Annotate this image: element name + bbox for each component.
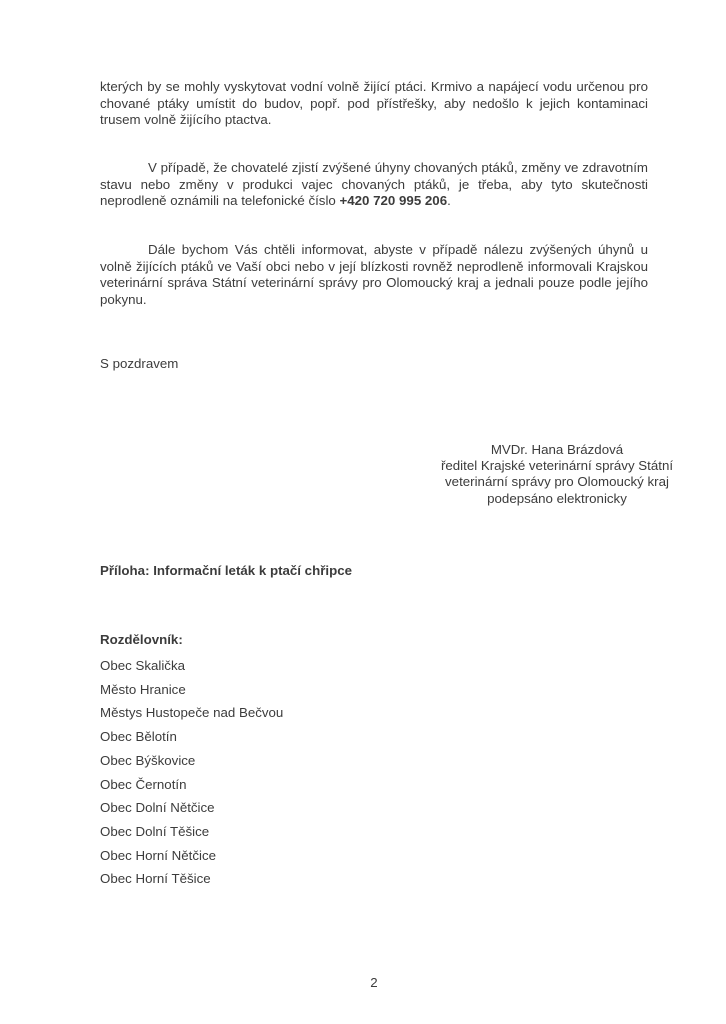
electronic-signature-note: podepsáno elektronicky xyxy=(487,490,627,506)
list-item: Městys Hustopeče nad Bečvou xyxy=(100,705,284,721)
signer-title-line2: veterinární správy pro Olomoucký kraj xyxy=(445,474,669,490)
paragraph-wild-birds-notice: Dále bychom Vás chtěli informovat, abyste v případě nálezu zvýšených úhynů u volně žijících ptáků ve Vaší obci nebo v její blízkosti rovněž neprodleně informovali Krajskou veterinární správa Státní veterinární správy pro Olomoucký kraj a jednali pouze podle jejího pokynu. xyxy=(100,242,648,307)
list-item: Obec Bělotín xyxy=(100,729,177,745)
signer-title-line1: ředitel Krajské veterinární správy Státní xyxy=(440,458,674,474)
paragraph-report-deaths-period: . xyxy=(447,193,451,209)
list-item: Město Hranice xyxy=(100,681,186,697)
list-item: Obec Horní Těšice xyxy=(100,871,211,887)
list-item: Obec Dolní Nětčice xyxy=(100,800,215,816)
distribution-heading: Rozdělovník: xyxy=(100,632,183,647)
distribution-list xyxy=(100,632,283,896)
phone-number: +420 720 995 206 xyxy=(339,193,448,209)
signature-block xyxy=(388,442,726,507)
list-item: Obec Dolní Těšice xyxy=(100,823,210,839)
list-item: Obec Býškovice xyxy=(100,752,196,768)
list-item: Obec Skalička xyxy=(100,658,185,673)
list-item: Obec Horní Nětčice xyxy=(100,847,217,863)
paragraph-report-deaths xyxy=(100,160,648,210)
list-item: Obec Černotín xyxy=(100,776,187,792)
page-number: 2 xyxy=(370,975,378,990)
signer-name: MVDr. Hana Brázdová xyxy=(490,442,624,457)
paragraph-feed-water-protection: kterých by se mohly vyskytovat vodní volně žijící ptáci. Krmivo a napájecí vodu určenou pro chované ptáky umístit do budov, popř. pod přístřešky, aby nedošlo k jejich kontaminaci trusem volně žijícího ptactva. xyxy=(100,79,648,128)
closing-salutation: S pozdravem xyxy=(100,356,179,371)
attachment-line: Příloha: Informační leták k ptačí chřipce xyxy=(100,563,352,578)
paragraph-report-deaths-text: V případě, že chovatelé zjistí zvýšené úhyny chovaných ptáků, změny ve zdravotním stavu nebo změny v produkci vajec chovaných ptáků, je třeba, aby tyto skutečnosti neprodleně oznámili na telefonické číslo xyxy=(100,160,648,209)
